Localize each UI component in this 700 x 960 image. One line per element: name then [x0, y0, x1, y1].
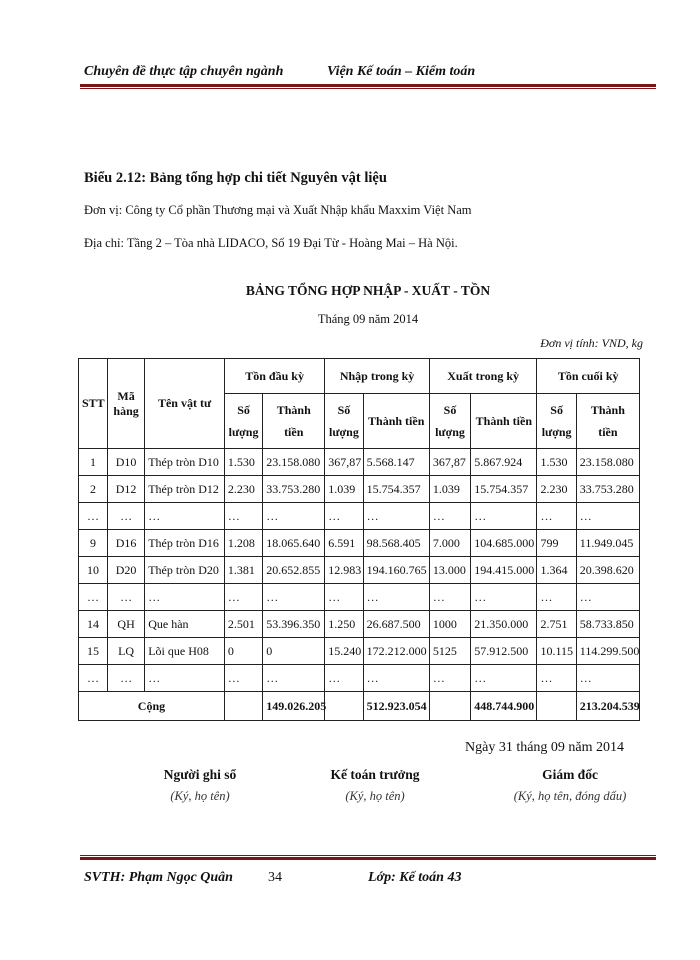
table-cell: D12: [107, 476, 144, 503]
table-cell: …: [325, 503, 363, 530]
header-rule: [80, 84, 656, 89]
header-so-luong: Số lượng: [429, 394, 470, 449]
header-so-luong: Số lượng: [325, 394, 363, 449]
table-cell: …: [107, 503, 144, 530]
table-row: [79, 449, 640, 476]
table-cell: 23.158.080: [263, 449, 325, 476]
signature-hint: (Ký, họ tên): [345, 789, 405, 803]
table-cell: 194.160.765: [363, 557, 429, 584]
table-cell: 0: [224, 638, 262, 665]
table-cell: 114.299.500: [576, 638, 639, 665]
table-cell: 1.530: [224, 449, 262, 476]
header-thanh-tien: Thành tiền: [576, 394, 639, 449]
table-cell: 18.065.640: [263, 530, 325, 557]
table-cell: 2.230: [224, 476, 262, 503]
table-cell: …: [537, 503, 576, 530]
table-row: [79, 503, 640, 530]
signature-recorder: [140, 767, 260, 804]
header-so-luong: Số lượng: [224, 394, 262, 449]
table-cell: Thép tròn D12: [145, 476, 225, 503]
table-cell: …: [145, 584, 225, 611]
table-cell: 1.364: [537, 557, 576, 584]
table-cell: Que hàn: [145, 611, 225, 638]
table-cell: Thép tròn D16: [145, 530, 225, 557]
table-cell: 194.415.000: [471, 557, 537, 584]
table-cell: 799: [537, 530, 576, 557]
table-cell: 367,87: [325, 449, 363, 476]
table-cell: Lõi que H08: [145, 638, 225, 665]
table-cell: …: [537, 584, 576, 611]
table-cell: LQ: [107, 638, 144, 665]
header-ten-vat-tu: Tên vật tư: [145, 359, 225, 449]
table-row: [79, 557, 640, 584]
table-cell: …: [79, 503, 108, 530]
table-row: [79, 665, 640, 692]
total-row: [79, 692, 640, 721]
table-cell: …: [471, 584, 537, 611]
table-cell: D10: [107, 449, 144, 476]
table-cell: …: [107, 665, 144, 692]
table-cell: Thép tròn D10: [145, 449, 225, 476]
table-cell: 26.687.500: [363, 611, 429, 638]
figure-caption: Biểu 2.12: Bảng tổng hợp chi tiết Nguyên vật liệu: [84, 170, 387, 186]
total-nhap-trong-ky: 512.923.054: [363, 692, 429, 721]
table-cell: 5.867.924: [471, 449, 537, 476]
table-cell: …: [429, 665, 470, 692]
table-cell: 1.208: [224, 530, 262, 557]
inventory-summary-table: [78, 358, 640, 721]
report-period: Tháng 09 năm 2014: [317, 312, 419, 326]
header-xuat-trong-ky: Xuất trong kỳ: [429, 359, 537, 394]
table-cell: …: [471, 665, 537, 692]
table-cell: 10.115: [537, 638, 576, 665]
table-cell: …: [224, 584, 262, 611]
table-cell: 57.912.500: [471, 638, 537, 665]
table-cell: 1.530: [537, 449, 576, 476]
table-cell: 2: [79, 476, 108, 503]
table-cell: …: [107, 584, 144, 611]
company-address: Địa chỉ: Tầng 2 – Tòa nhà LIDACO, Số 19 Đại Từ - Hoàng Mai – Hà Nội.: [84, 236, 458, 250]
table-cell: 33.753.280: [263, 476, 325, 503]
table-cell: 15.240: [325, 638, 363, 665]
table-cell: …: [224, 503, 262, 530]
table-cell: 104.685.000: [471, 530, 537, 557]
header-thanh-tien: Thành tiền: [263, 394, 325, 449]
total-ton-cuoi-ky: 213.204.539: [576, 692, 639, 721]
table-cell: 0: [263, 638, 325, 665]
table-cell: …: [325, 584, 363, 611]
table-cell: 5125: [429, 638, 470, 665]
table-cell: …: [471, 503, 537, 530]
header-stt: STT: [79, 359, 108, 449]
table-cell: …: [363, 665, 429, 692]
table-cell: 21.350.000: [471, 611, 537, 638]
signature-chief-accountant: [310, 767, 440, 804]
table-cell: …: [363, 584, 429, 611]
table-cell: 367,87: [429, 449, 470, 476]
footer-page-number: 34: [268, 870, 282, 885]
table-cell: …: [263, 584, 325, 611]
table-cell: …: [363, 503, 429, 530]
table-cell: 2.751: [537, 611, 576, 638]
footer-class: Lớp: Kế toán 43: [368, 870, 462, 885]
table-cell: …: [537, 665, 576, 692]
total-spacer: [224, 692, 262, 721]
table-cell: …: [325, 665, 363, 692]
signature-hint: (Ký, họ tên): [170, 789, 230, 803]
table-cell: …: [79, 665, 108, 692]
table-cell: 20.652.855: [263, 557, 325, 584]
table-body: [79, 449, 640, 692]
total-spacer: [537, 692, 576, 721]
table-cell: 1000: [429, 611, 470, 638]
table-cell: 15.754.357: [363, 476, 429, 503]
header-course-title: Chuyên đề thực tập chuyên ngành: [84, 64, 284, 79]
signature-role: Người ghi sổ: [163, 767, 237, 782]
header-ton-cuoi-ky: Tồn cuối kỳ: [537, 359, 640, 394]
table-cell: D16: [107, 530, 144, 557]
table-cell: 11.949.045: [576, 530, 639, 557]
total-spacer: [325, 692, 363, 721]
table-cell: …: [263, 503, 325, 530]
table-cell: 2.230: [537, 476, 576, 503]
total-spacer: [429, 692, 470, 721]
table-cell: 58.733.850: [576, 611, 639, 638]
table-cell: …: [224, 665, 262, 692]
header-ton-dau-ky: Tồn đầu kỳ: [224, 359, 324, 394]
header-institute: Viện Kế toán – Kiểm toán: [327, 64, 476, 79]
table-cell: …: [145, 665, 225, 692]
footer-rule: [80, 855, 656, 860]
table-row: [79, 476, 640, 503]
table-row: [79, 638, 640, 665]
signature-hint: (Ký, họ tên, đóng dấu): [513, 789, 627, 803]
table-row: [79, 611, 640, 638]
header-thanh-tien: Thành tiền: [471, 394, 537, 449]
footer-student: SVTH: Phạm Ngọc Quân: [84, 870, 233, 885]
table-cell: 10: [79, 557, 108, 584]
table-cell: 13.000: [429, 557, 470, 584]
report-title: BẢNG TỔNG HỢP NHẬP - XUẤT - TỒN: [245, 283, 491, 298]
signature-director: [485, 767, 655, 804]
table-cell: 15.754.357: [471, 476, 537, 503]
table-cell: …: [263, 665, 325, 692]
table-row: [79, 530, 640, 557]
table-cell: 1.250: [325, 611, 363, 638]
table-cell: 9: [79, 530, 108, 557]
table-cell: …: [576, 665, 639, 692]
table-cell: …: [576, 584, 639, 611]
signature-role: Kế toán trưởng: [330, 767, 420, 782]
header-thanh-tien: Thành tiền: [363, 394, 429, 449]
table-cell: 6.591: [325, 530, 363, 557]
table-cell: 12.983: [325, 557, 363, 584]
table-cell: 1.039: [325, 476, 363, 503]
total-xuat-trong-ky: 448.744.900: [471, 692, 537, 721]
table-cell: …: [429, 503, 470, 530]
table-cell: D20: [107, 557, 144, 584]
table-cell: 172.212.000: [363, 638, 429, 665]
total-label: Cộng: [79, 692, 225, 721]
table-cell: 1.381: [224, 557, 262, 584]
table-row: [79, 584, 640, 611]
table-cell: Thép tròn D20: [145, 557, 225, 584]
table-cell: 33.753.280: [576, 476, 639, 503]
table-cell: 14: [79, 611, 108, 638]
header-so-luong: Số lượng: [537, 394, 576, 449]
table-cell: 53.396.350: [263, 611, 325, 638]
header-ma-hang: Mã hàng: [107, 359, 144, 449]
table-cell: 2.501: [224, 611, 262, 638]
table-cell: QH: [107, 611, 144, 638]
table-cell: …: [145, 503, 225, 530]
table-cell: 98.568.405: [363, 530, 429, 557]
table-cell: 20.398.620: [576, 557, 639, 584]
table-cell: 5.568.147: [363, 449, 429, 476]
signing-date: Ngày 31 tháng 09 năm 2014: [465, 740, 625, 755]
signature-role: Giám đốc: [542, 767, 598, 782]
table-header-row: [79, 359, 640, 394]
currency-unit: Đơn vị tính: VND, kg: [540, 336, 643, 350]
table-cell: 1: [79, 449, 108, 476]
table-cell: …: [429, 584, 470, 611]
table-cell: 15: [79, 638, 108, 665]
table-cell: …: [79, 584, 108, 611]
header-nhap-trong-ky: Nhập trong kỳ: [325, 359, 430, 394]
table-cell: 1.039: [429, 476, 470, 503]
company-unit: Đơn vị: Công ty Cổ phần Thương mại và Xuất Nhập khẩu Maxxim Việt Nam: [84, 203, 472, 217]
table-cell: 7.000: [429, 530, 470, 557]
table-cell: 23.158.080: [576, 449, 639, 476]
total-ton-dau-ky: 149.026.205: [263, 692, 325, 721]
table-cell: …: [576, 503, 639, 530]
